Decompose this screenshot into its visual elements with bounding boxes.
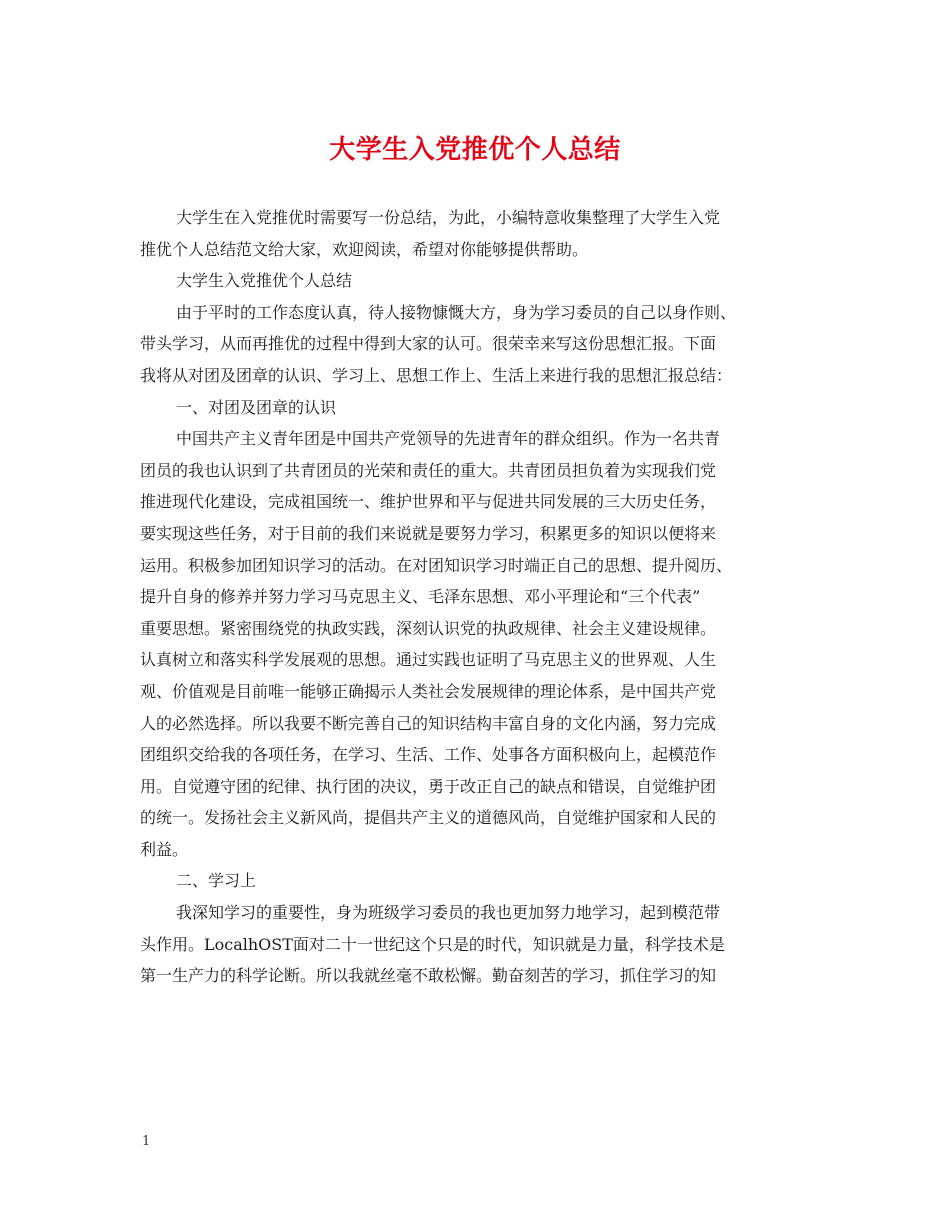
body-line: 我将从对团及团章的认识、学习上、思想工作上、生活上来进行我的思想汇报总结： [140,365,733,385]
body-line: 团员的我也认识到了共青团员的光荣和责任的重大。共青团员担负着为实现我们党 [140,460,717,480]
body-line: 中国共产主义青年团是中国共产党领导的先进青年的群众组织。作为一名共青 [176,429,721,449]
body-line: 第一生产力的科学论断。所以我就丝毫不敢松懈。勤奋刻苦的学习，抓住学习的知 [140,966,717,986]
body-line: 推进现代化建设，完成祖国统一、维护世界和平与促进共同发展的三大历史任务， [140,492,717,512]
body-line: 二、学习上 [176,871,257,891]
body-line: 由于平时的工作态度认真，待人接物慷慨大方，身为学习委员的自己以身作则、 [176,302,737,322]
body-line: 利益。 [140,839,189,859]
body-line: 运用。积极参加团知识学习的活动。在对团知识学习时端正自己的思想、提升阅历、 [140,555,733,575]
body-line: 认真树立和落实科学发展观的思想。通过实践也证明了马克思主义的世界观、人生 [140,650,717,670]
body-line: 重要思想。紧密围绕党的执政实践，深刻认识党的执政规律、社会主义建设规律。 [140,618,717,638]
body-line: 团组织交给我的各项任务，在学习、生活、工作、处事各方面积极向上，起模范作 [140,745,717,765]
body-line: 一、对团及团章的认识 [176,397,337,417]
page-number: 1 [142,1134,151,1149]
body-line: 的统一。发扬社会主义新风尚，提倡共产主义的道德风尚，自觉维护国家和人民的 [140,808,717,828]
body-line: 推优个人总结范文给大家，欢迎阅读，希望对你能够提供帮助。 [140,239,589,259]
body-line: 我深知学习的重要性，身为班级学习委员的我也更加努力地学习，起到模范带 [176,903,721,923]
body-line: 头作用。LocalhOST面对二十一世纪这个只是的时代，知识就是力量，科学技术是 [140,934,725,954]
document-title: 大学生入党推优个人总结 [329,135,621,165]
body-line: 提升自身的修养并努力学习马克思主义、毛泽东思想、邓小平理论和“三个代表” [140,587,701,607]
body-line: 带头学习，从而再推优的过程中得到大家的认可。很荣幸来写这份思想汇报。下面 [140,334,717,354]
body-line: 人的必然选择。所以我要不断完善自己的知识结构丰富自身的文化内涵，努力完成 [140,713,717,733]
body-line: 大学生入党推优个人总结 [176,271,353,291]
body-line: 用。自觉遵守团的纪律、执行团的决议，勇于改正自己的缺点和错误，自觉维护团 [140,776,717,796]
body-line: 要实现这些任务，对于目前的我们来说就是要努力学习，积累更多的知识以便将来 [140,523,717,543]
document-body [140,202,812,992]
body-line: 观、价值观是目前唯一能够正确揭示人类社会发展规律的理论体系，是中国共产党 [140,681,717,701]
body-line: 大学生在入党推优时需要写一份总结，为此，小编特意收集整理了大学生入党 [176,208,721,227]
